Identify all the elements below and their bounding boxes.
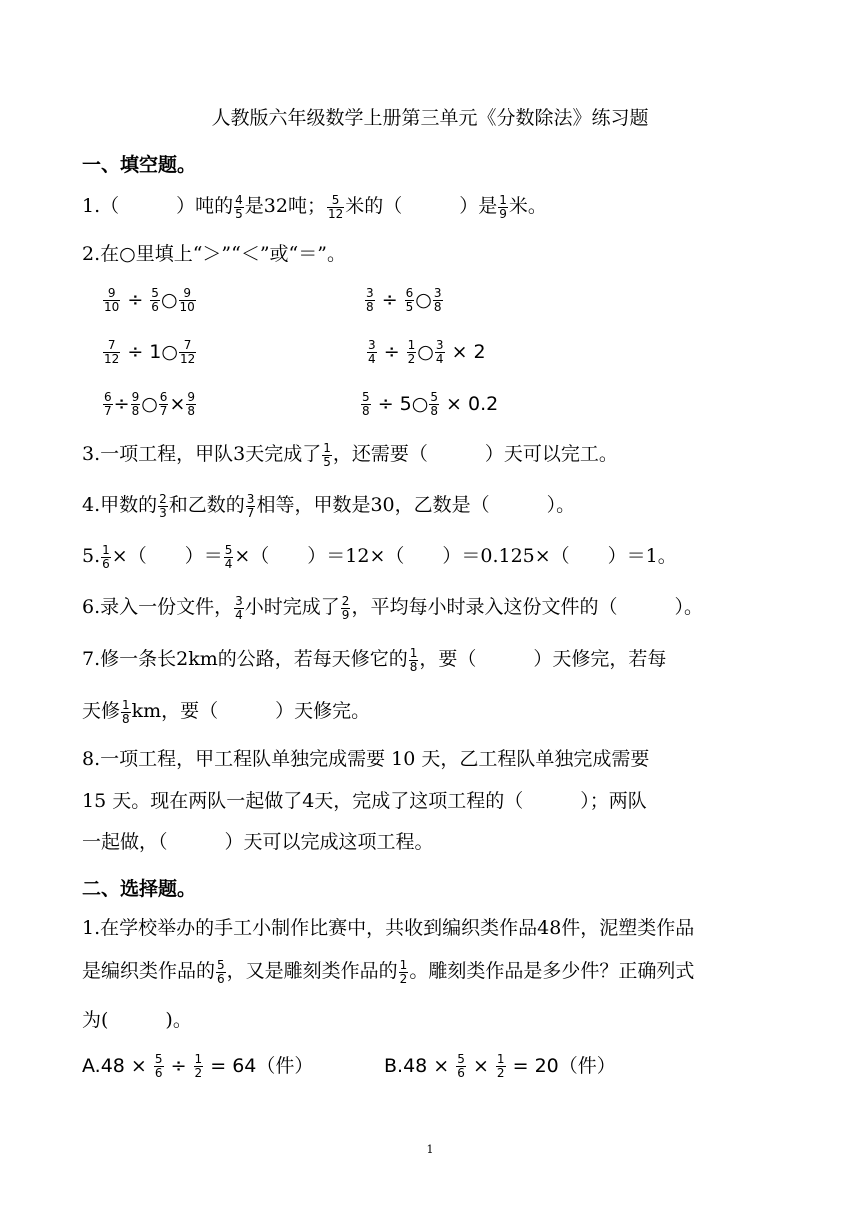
q1-text-b: 是32吨； <box>244 195 326 217</box>
question-8-line-2: 15 天。现在两队一起做了4天，完成了这项工程的（ ）；两队 <box>82 790 647 812</box>
question-5: 5. $\frac{1}{6}$ ×（ ）＝ $\frac{5}{4}$ ×（ ）＝12×（ ）＝0.125×（ ）＝1。 <box>82 542 677 571</box>
compare-circle: ○ <box>160 289 178 311</box>
section-fill-blank-heading: 一、填空题。 <box>82 154 197 176</box>
page-title: 人教版六年级数学上册第三单元《分数除法》练习题 <box>211 107 649 129</box>
question-2: 2.在○里填上“＞”“＜”或“＝”。 <box>82 243 346 265</box>
compare-circle: ○ <box>141 393 158 415</box>
question-7-line-2: 天修 $\frac{1}{8}$ km，要（ ）天修完。 <box>82 697 371 726</box>
question-6: 6.录入一份文件， $\frac{3}{4}$ 小时完成了 $\frac{2}{9}$ ，平均每小时录入这份文件的（ ）。 <box>82 593 703 622</box>
question-8-line-3: 一起做，（ ）天可以完成这项工程。 <box>82 831 434 853</box>
question-7-line-1: 7.修一条长2km的公路，若每天修它的 $\frac{1}{8}$ ，要（ ）天修完，若每 <box>82 645 667 674</box>
compare-circle: ○ <box>417 341 434 363</box>
compare-item-5: $\frac{6}{7}$ ÷ $\frac{9}{8}$ ○ $\frac{6}{7}$ × $\frac{9}{8}$ <box>104 390 195 418</box>
question-4: 4.甲数的 $\frac{2}{3}$ 和乙数的 $\frac{3}{7}$ 相等，甲数是30，乙数是（ ）。 <box>82 491 576 520</box>
q1-text-c: 米的（ ）是 <box>345 195 498 217</box>
compare-circle: ○ <box>161 341 178 363</box>
question-3: 3.一项工程，甲队3天完成了 $\frac{1}{5}$ ，还需要（ ）天可以完工。 <box>82 440 618 469</box>
compare-item-6: $\frac{5}{8}$ ÷ 5○ $\frac{5}{8}$ × 0.2 <box>362 390 499 418</box>
choice-1-line-2: 是编织类作品的 $\frac{5}{6}$ ，又是雕刻类作品的 $\frac{1}{2}$ 。雕刻类作品是多少件？正确列式 <box>82 957 695 986</box>
section-choice-heading: 二、选择题。 <box>82 878 197 900</box>
option-b[interactable]: B.48 × $\frac{5}{6}$ × $\frac{1}{2}$ = 20（件） <box>384 1052 616 1080</box>
option-a[interactable]: A.48 × $\frac{5}{6}$ ÷ $\frac{1}{2}$ = 64（件） <box>82 1052 314 1080</box>
page-number: 1 <box>426 1143 434 1156</box>
fraction: $\frac{4}{5}$ <box>235 192 243 221</box>
compare-circle: ○ <box>415 289 432 311</box>
compare-item-4: $\frac{3}{4}$ ÷ $\frac{1}{2}$ ○ $\frac{3}{4}$ × 2 <box>368 338 486 366</box>
question-1 <box>82 192 547 221</box>
choice-1-line-3: 为( )。 <box>82 1009 192 1031</box>
compare-item-1: $\frac{9}{10}$ ÷ $\frac{5}{6}$ ○ $\frac{9}{10}$ <box>104 286 195 314</box>
compare-item-2: $\frac{3}{8}$ ÷ $\frac{6}{5}$ ○ $\frac{3}{8}$ <box>366 286 442 314</box>
compare-circle: ○ <box>411 393 429 415</box>
fraction: $\frac{1}{9}$ <box>499 192 507 221</box>
fraction: $\frac{5}{12}$ <box>327 192 344 221</box>
q1-text-d: 米。 <box>508 195 547 217</box>
choice-1-line-1: 1.在学校举办的手工小制作比赛中，共收到编织类作品48件，泥塑类作品 <box>82 917 695 939</box>
q1-text-a: 1.（ ）吨的 <box>82 195 234 217</box>
question-8-line-1: 8.一项工程，甲工程队单独完成需要 10 天，乙工程队单独完成需要 <box>82 748 650 770</box>
compare-item-3: $\frac{7}{12}$ ÷ 1○ $\frac{7}{12}$ <box>104 338 196 366</box>
